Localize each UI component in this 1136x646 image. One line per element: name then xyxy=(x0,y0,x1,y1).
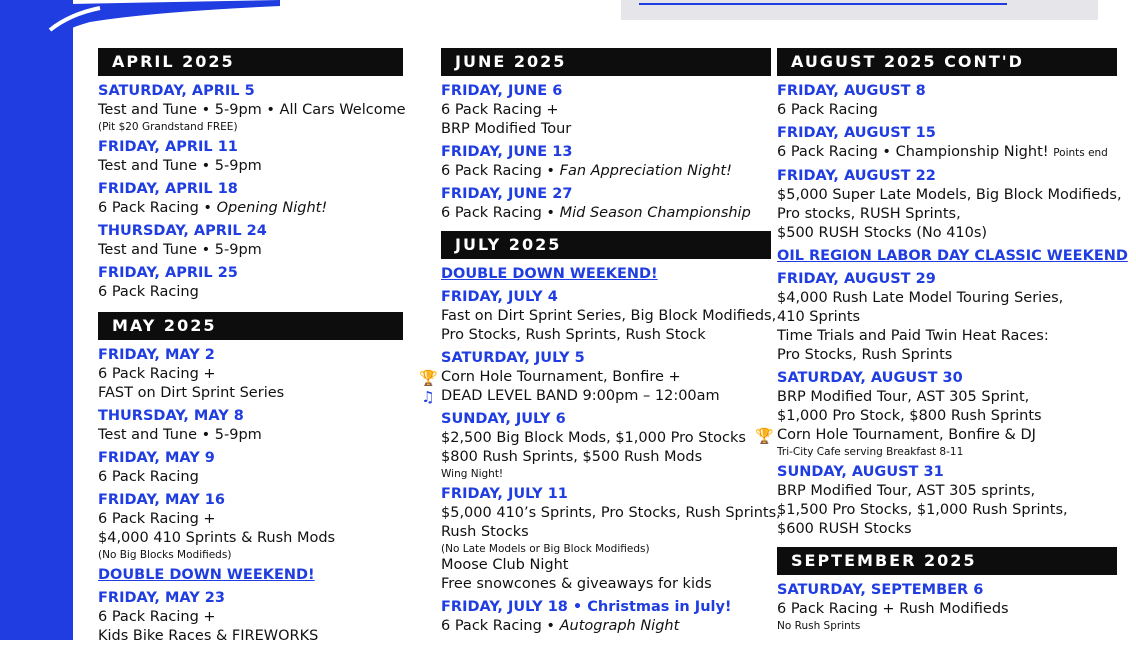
event-line xyxy=(421,387,771,406)
left-accent-bar xyxy=(0,0,73,640)
event-line xyxy=(419,368,771,387)
event-line-text: 6 Pack Racing • xyxy=(441,163,560,179)
event-date: SATURDAY, AUGUST 30 xyxy=(777,370,963,386)
event-line-text: 6 Pack Racing • Championship Night! xyxy=(777,144,1054,160)
event-line-text: DEAD LEVEL BAND 9:00pm – 12:00am xyxy=(441,388,720,404)
event-highlight: Mid Season Championship xyxy=(559,205,751,221)
event-line: $5,000 410’s Sprints, Pro Stocks, Rush Sprints, xyxy=(441,505,781,521)
event-date: SATURDAY, APRIL 5 xyxy=(98,83,255,99)
event-line: $800 Rush Sprints, $500 Rush Mods xyxy=(441,449,703,465)
event-line: Pro stocks, RUSH Sprints, xyxy=(777,206,961,222)
event-line: $4,000 Rush Late Model Touring Series, xyxy=(777,290,1064,306)
schedule-column-3 xyxy=(755,48,1128,633)
trophy-icon: 🏆 xyxy=(755,427,774,445)
event-date: FRIDAY, AUGUST 15 xyxy=(777,125,936,141)
event-date: FRIDAY, JULY 18 • Christmas in July! xyxy=(441,599,732,615)
event-line xyxy=(441,162,771,181)
event-line xyxy=(777,143,1117,163)
event-date: FRIDAY, AUGUST 8 xyxy=(777,83,926,99)
event-highlight: Autograph Night xyxy=(559,618,680,634)
event-date: FRIDAY, JUNE 6 xyxy=(441,83,563,99)
event-highlight: Opening Night! xyxy=(216,200,328,216)
event-line xyxy=(441,617,771,636)
double-down-weekend-link[interactable]: DOUBLE DOWN WEEKEND! xyxy=(98,567,315,583)
month-header-april: APRIL 2025 xyxy=(98,48,403,76)
month-header-june: JUNE 2025 xyxy=(441,48,771,76)
event-highlight: Fan Appreciation Night! xyxy=(559,163,732,179)
event-line: $500 RUSH Stocks (No 410s) xyxy=(777,225,988,241)
event-line xyxy=(441,204,771,223)
event-date: FRIDAY, MAY 16 xyxy=(98,492,225,508)
event-line: BRP Modified Tour xyxy=(441,121,572,137)
event-date: THURSDAY, APRIL 24 xyxy=(98,223,267,239)
event-line: Free snowcones & giveaways for kids xyxy=(441,576,712,592)
event-line: 6 Pack Racing xyxy=(777,102,878,118)
event-line-text: Corn Hole Tournament, Bonfire + xyxy=(441,369,681,385)
event-line: Kids Bike Races & FIREWORKS xyxy=(98,628,319,644)
event-line: $1,500 Pro Stocks, $1,000 Rush Sprints, xyxy=(777,502,1068,518)
event-line: FAST on Dirt Sprint Series xyxy=(98,385,285,401)
music-note-icon: ♫ xyxy=(421,388,435,406)
event-note: No Rush Sprints xyxy=(777,620,861,632)
month-header-august-contd: AUGUST 2025 CONT'D xyxy=(777,48,1117,76)
event-line: $5,000 Super Late Models, Big Block Modifieds, xyxy=(777,187,1122,203)
event-line: Moose Club Night xyxy=(441,557,569,573)
event-line: $4,000 410 Sprints & Rush Mods xyxy=(98,530,336,546)
event-line xyxy=(755,426,1117,445)
event-line: BRP Modified Tour, AST 305 sprints, xyxy=(777,483,1036,499)
schedule-column-1 xyxy=(98,48,406,646)
event-line: 6 Pack Racing + xyxy=(441,102,559,118)
event-date: FRIDAY, APRIL 18 xyxy=(98,181,238,197)
event-date: FRIDAY, AUGUST 29 xyxy=(777,271,936,287)
event-line: Test and Tune • 5-9pm xyxy=(98,158,262,174)
event-date: SUNDAY, JULY 6 xyxy=(441,411,566,427)
event-date: FRIDAY, MAY 23 xyxy=(98,590,225,606)
top-link-underline xyxy=(639,3,1007,5)
event-line: $2,500 Big Block Mods, $1,000 Pro Stocks xyxy=(441,430,746,446)
event-line: Pro Stocks, Rush Sprints, Rush Stock xyxy=(441,327,706,343)
event-line: Test and Tune • 5-9pm xyxy=(98,427,262,443)
event-small-note: Points end xyxy=(1053,147,1108,159)
event-line: Fast on Dirt Sprint Series, Big Block Modifieds, xyxy=(441,308,777,324)
event-line: 6 Pack Racing xyxy=(98,469,199,485)
event-date: FRIDAY, MAY 2 xyxy=(98,347,215,363)
event-note: Tri-City Cafe serving Breakfast 8-11 xyxy=(777,446,964,458)
schedule-column-2 xyxy=(419,48,781,636)
labor-day-weekend-link[interactable]: OIL REGION LABOR DAY CLASSIC WEEKEND xyxy=(777,248,1128,264)
event-line: Pro Stocks, Rush Sprints xyxy=(777,347,953,363)
event-line: Test and Tune • 5-9pm • All Cars Welcome xyxy=(98,102,406,118)
trophy-icon: 🏆 xyxy=(419,369,438,387)
month-header-july: JULY 2025 xyxy=(441,231,771,259)
event-line-text: 6 Pack Racing • xyxy=(441,618,560,634)
event-date: FRIDAY, JULY 11 xyxy=(441,486,568,502)
event-note: Wing Night! xyxy=(441,468,504,480)
event-date: FRIDAY, JULY 4 xyxy=(441,289,558,305)
event-date: FRIDAY, JUNE 13 xyxy=(441,144,573,160)
event-line: 410 Sprints xyxy=(777,309,861,325)
double-down-weekend-link[interactable]: DOUBLE DOWN WEEKEND! xyxy=(441,266,658,282)
event-line: BRP Modified Tour, AST 305 Sprint, xyxy=(777,389,1030,405)
event-date: THURSDAY, MAY 8 xyxy=(98,408,244,424)
event-line xyxy=(98,199,403,218)
event-date: FRIDAY, AUGUST 22 xyxy=(777,168,936,184)
event-date: FRIDAY, MAY 9 xyxy=(98,450,215,466)
event-line: Rush Stocks xyxy=(441,524,529,540)
event-line: 6 Pack Racing + xyxy=(98,511,216,527)
month-header-september: SEPTEMBER 2025 xyxy=(777,547,1117,575)
event-line-text: 6 Pack Racing • xyxy=(98,200,217,216)
event-line: $1,000 Pro Stock, $800 Rush Sprints xyxy=(777,408,1042,424)
event-line-text: Corn Hole Tournament, Bonfire & DJ xyxy=(777,427,1036,443)
event-date: SATURDAY, SEPTEMBER 6 xyxy=(777,582,984,598)
event-line: 6 Pack Racing xyxy=(98,284,199,300)
event-note: (No Late Models or Big Block Modifieds) xyxy=(441,543,650,555)
event-line: Time Trials and Paid Twin Heat Races: xyxy=(777,328,1049,344)
month-header-may: MAY 2025 xyxy=(98,312,403,340)
event-line-text: 6 Pack Racing • xyxy=(441,205,560,221)
event-line: Test and Tune • 5-9pm xyxy=(98,242,262,258)
event-line: 6 Pack Racing + Rush Modifieds xyxy=(777,601,1009,617)
event-line: 6 Pack Racing + xyxy=(98,609,216,625)
event-note: (No Big Blocks Modifieds) xyxy=(98,549,232,561)
event-date: SATURDAY, JULY 5 xyxy=(441,350,585,366)
event-date: FRIDAY, JUNE 27 xyxy=(441,186,573,202)
event-date: FRIDAY, APRIL 25 xyxy=(98,265,238,281)
brush-swoosh-graphic xyxy=(30,0,280,45)
event-line: $600 RUSH Stocks xyxy=(777,521,912,537)
event-date: SUNDAY, AUGUST 31 xyxy=(777,464,944,480)
event-date: FRIDAY, APRIL 11 xyxy=(98,139,238,155)
top-info-box xyxy=(621,0,1098,20)
event-note: (Pit $20 Grandstand FREE) xyxy=(98,121,238,133)
event-line: 6 Pack Racing + xyxy=(98,366,216,382)
